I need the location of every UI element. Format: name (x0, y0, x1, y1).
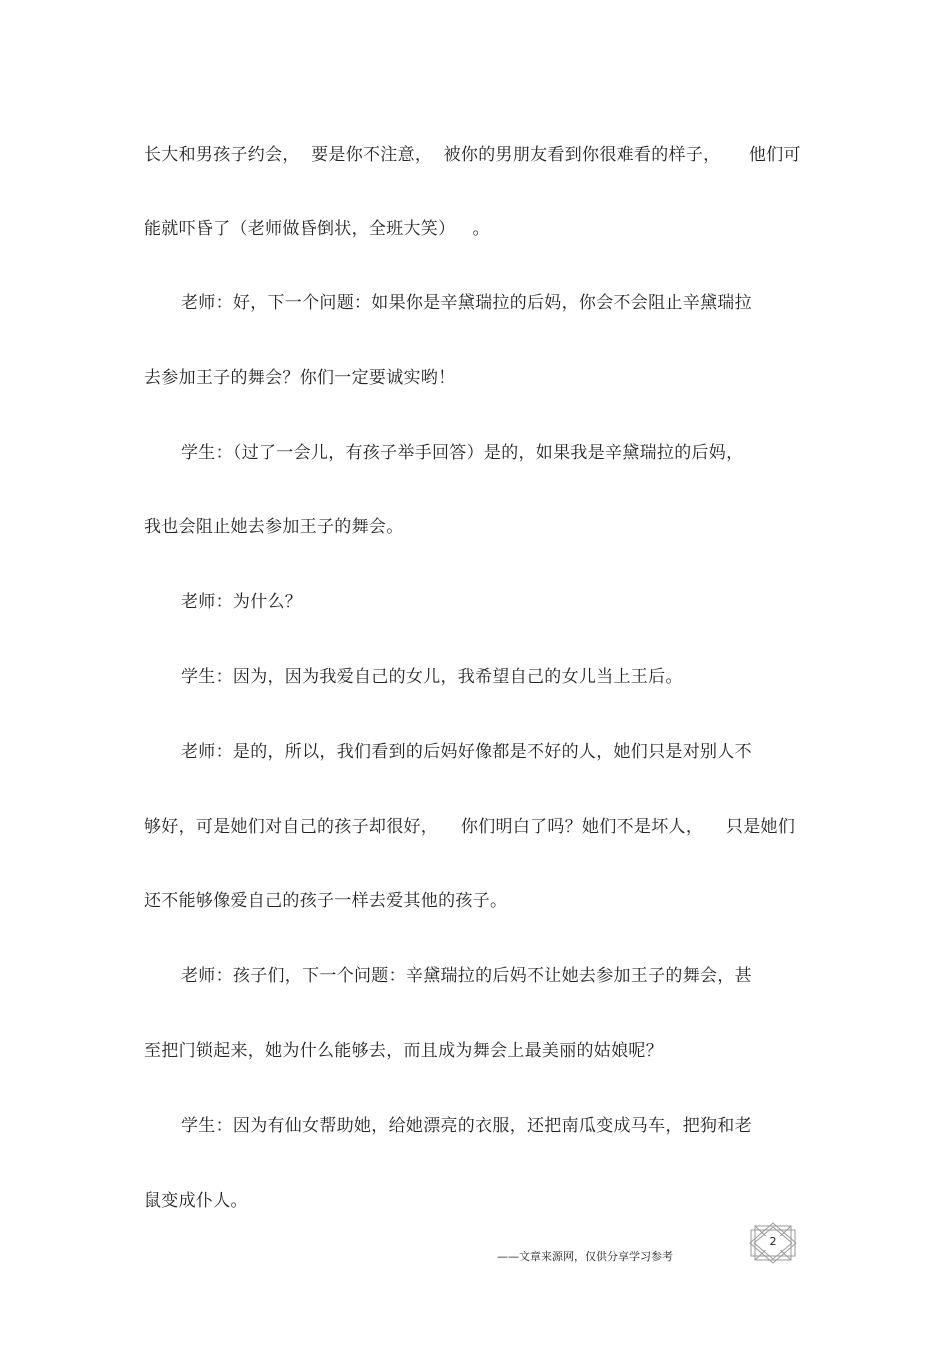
text-line: 够好，可是她们对自己的孩子却很好， 你们明白了吗？她们不是坏人， 只是她们 (144, 817, 796, 837)
paragraph-start-line: 老师：为什么？ (181, 592, 303, 612)
paragraph-start-line: 老师：孩子们，下一个问题：辛黛瑞拉的后妈不让她去参加王子的舞会，甚 (181, 966, 752, 986)
paragraph-start-line: 老师：是的，所以，我们看到的后妈好像都是不好的人，她们只是对别人不 (181, 742, 752, 762)
page-number-badge (748, 1222, 798, 1264)
text-line: 去参加王子的舞会？你们一定要诚实哟！ (144, 368, 456, 388)
text-line: 我也会阻止她去参加王子的舞会。 (144, 517, 404, 537)
paragraph-start-line: 学生：（过了一会儿，有孩子举手回答）是的，如果我是辛黛瑞拉的后妈， (181, 443, 744, 463)
footer-source-note: ——文章来源网，仅供分享学习参考 (497, 1250, 673, 1263)
text-line: 能就吓昏了（老师做昏倒状，全班大笑） 。 (144, 219, 490, 239)
paragraph-start-line: 学生：因为，因为我爱自己的女儿，我希望自己的女儿当上王后。 (181, 667, 683, 687)
page-number: 2 (769, 1235, 777, 1248)
paragraph-start-line: 学生：因为有仙女帮助她，给她漂亮的衣服，还把南瓜变成马车，把狗和老 (181, 1116, 752, 1136)
text-line: 还不能够像爱自己的孩子一样去爱其他的孩子。 (144, 891, 508, 911)
text-line: 至把门锁起来，她为什么能够去，而且成为舞会上最美丽的姑娘呢？ (144, 1041, 663, 1061)
text-line: 长大和男孩子约会， 要是你不注意， 被你的男朋友看到你很难看的样子， 他们可 (144, 145, 801, 165)
text-line: 鼠变成仆人。 (144, 1191, 248, 1211)
paragraph-start-line: 老师：好，下一个问题：如果你是辛黛瑞拉的后妈，你会不会阻止辛黛瑞拉 (181, 293, 752, 313)
